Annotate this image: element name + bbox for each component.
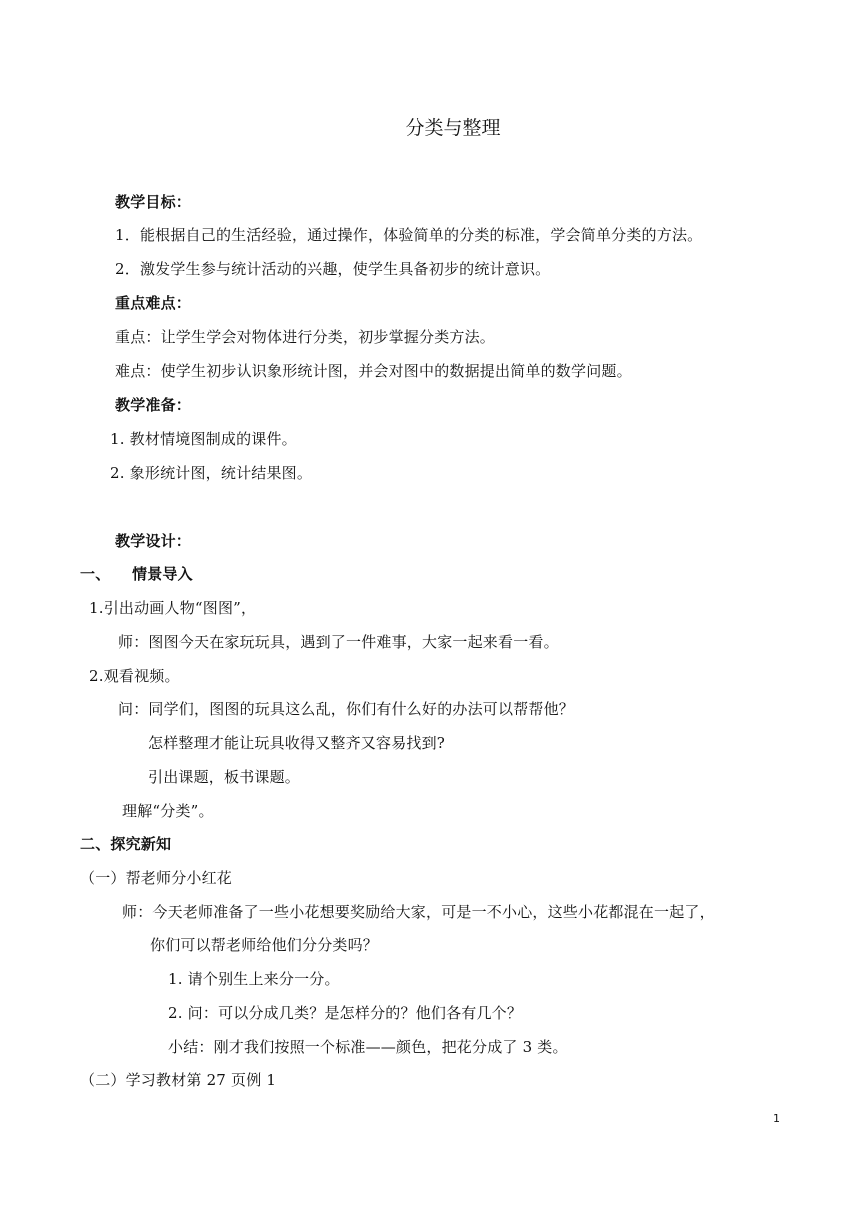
preparation-item-2: 2. 象形统计图，统计结果图。 bbox=[110, 464, 313, 482]
summary-line: 小结：刚才我们按照一个标准——颜色，把花分成了 3 类。 bbox=[168, 1038, 568, 1056]
section1-line-4: 问：同学们，图图的玩具这么乱，你们有什么好的办法可以帮帮他？ bbox=[118, 700, 575, 718]
key-points-heading: 重点难点： bbox=[115, 294, 192, 312]
section1-line-3: 2.观看视频。 bbox=[89, 667, 180, 685]
section1-line-5: 怎样整理才能让玩具收得又整齐又容易找到? bbox=[148, 734, 446, 752]
section1-line-6: 引出课题，板书课题。 bbox=[148, 768, 301, 786]
preparation-item-1: 1. 教材情境图制成的课件。 bbox=[110, 430, 297, 448]
objective-item-2: 2．激发学生参与统计活动的兴趣，使学生具备初步的统计意识。 bbox=[115, 260, 551, 278]
step-item-2: 2. 问：可以分成几类？是怎样分的？他们各有几个？ bbox=[168, 1004, 523, 1022]
section2-sub2: （二）学习教材第 27 页例 1 bbox=[80, 1071, 277, 1089]
teacher-line-2: 你们可以帮老师给他们分分类吗？ bbox=[150, 936, 379, 954]
key-point-focus: 重点：让学生学会对物体进行分类，初步掌握分类方法。 bbox=[115, 328, 496, 346]
objectives-heading: 教学目标： bbox=[115, 193, 192, 211]
section2-sub1: （一）帮老师分小红花 bbox=[80, 869, 233, 887]
section2-title: 二、探究新知 bbox=[80, 835, 172, 853]
key-point-difficulty: 难点：使学生初步认识象形统计图，并会对图中的数据提出简单的数学问题。 bbox=[115, 362, 632, 380]
step-item-1: 1. 请个别生上来分一分。 bbox=[168, 970, 340, 988]
document-title: 分类与整理 bbox=[405, 117, 501, 139]
objective-item-1: 1．能根据自己的生活经验，通过操作，体验简单的分类的标准，学会简单分类的方法。 bbox=[115, 226, 703, 244]
preparation-heading: 教学准备： bbox=[115, 396, 192, 414]
section1-title: 情景导入 bbox=[132, 565, 193, 583]
section1-line-7: 理解“分类”。 bbox=[122, 802, 214, 820]
section1-line-2: 师：图图今天在家玩玩具，遇到了一件难事，大家一起来看一看。 bbox=[118, 633, 559, 651]
teacher-line-1: 师：今天老师准备了一些小花想要奖励给大家，可是一不小心，这些小花都混在一起了， bbox=[122, 903, 715, 921]
section1-line-1: 1.引出动画人物“图图”， bbox=[89, 599, 257, 617]
design-heading: 教学设计： bbox=[115, 532, 192, 550]
page-number: 1 bbox=[773, 1112, 780, 1125]
section1-number: 一、 bbox=[80, 565, 111, 583]
